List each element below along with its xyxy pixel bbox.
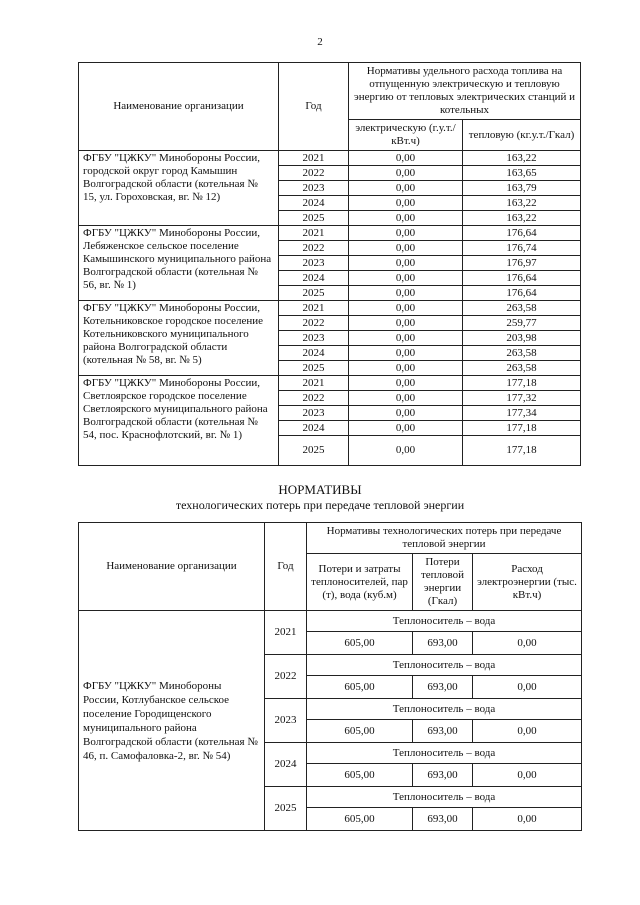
year-cell: 2023 <box>279 256 349 271</box>
col-header-heat-losses: Потери тепловой энергии (Гкал) <box>413 554 473 611</box>
electric-value: 0,00 <box>349 271 463 286</box>
electric-value: 0,00 <box>349 151 463 166</box>
heat-value: 176,64 <box>463 286 581 301</box>
year-cell: 2024 <box>279 421 349 436</box>
electric-value: 0,00 <box>349 391 463 406</box>
electric-value: 0,00 <box>349 286 463 301</box>
heat-losses-value: 693,00 <box>413 632 473 655</box>
year-cell: 2024 <box>279 271 349 286</box>
heat-value: 163,22 <box>463 196 581 211</box>
year-cell: 2021 <box>279 151 349 166</box>
col-header-heat: тепловую (кг.у.т./Гкал) <box>463 120 581 151</box>
year-cell: 2025 <box>279 211 349 226</box>
heat-value: 177,18 <box>463 421 581 436</box>
heat-value: 163,79 <box>463 181 581 196</box>
table-row <box>79 376 581 391</box>
year-cell: 2021 <box>279 376 349 391</box>
col-header-carrier-losses: Потери и затраты теплоносителей, пар (т), вода (куб.м) <box>307 554 413 611</box>
heat-value: 263,58 <box>463 346 581 361</box>
col-header-org-name: Наименование организации <box>79 63 279 151</box>
year-cell: 2024 <box>279 346 349 361</box>
electric-value: 0,00 <box>349 421 463 436</box>
year-cell: 2022 <box>279 316 349 331</box>
year-cell: 2023 <box>265 699 307 743</box>
electric-value: 0,00 <box>349 361 463 376</box>
carrier-losses-value: 605,00 <box>307 808 413 831</box>
power-value: 0,00 <box>473 720 582 743</box>
electric-value: 0,00 <box>349 256 463 271</box>
electric-value: 0,00 <box>349 406 463 421</box>
year-cell: 2022 <box>279 241 349 256</box>
heat-losses-value: 693,00 <box>413 764 473 787</box>
power-value: 0,00 <box>473 764 582 787</box>
heat-losses-value: 693,00 <box>413 720 473 743</box>
col-header-power-consumption: Расход электроэнергии (тыс. кВт.ч) <box>473 554 582 611</box>
year-cell: 2022 <box>265 655 307 699</box>
heat-value: 176,64 <box>463 271 581 286</box>
org-name-cell: ФГБУ "ЦЖКУ" Минобороны России, Светлоярское городское поселение Светлоярского муниципального района Волгоградской области (котельная № 54, пос. Краснофлотский, вг. № 1) <box>79 376 279 466</box>
table-row <box>79 151 581 166</box>
year-cell: 2024 <box>279 196 349 211</box>
heat-value: 163,22 <box>463 151 581 166</box>
year-cell: 2023 <box>279 331 349 346</box>
org-name-cell: ФГБУ "ЦЖКУ" Минобороны России, Котлубанское сельское поселение Городищенского муниципального района Волгоградской области (котельная № 46, п. Самофаловка-2, вг. № 54) <box>79 611 265 831</box>
year-cell: 2021 <box>265 611 307 655</box>
heat-value: 176,97 <box>463 256 581 271</box>
heat-value: 203,98 <box>463 331 581 346</box>
power-value: 0,00 <box>473 632 582 655</box>
heat-value: 163,22 <box>463 211 581 226</box>
col-header-year: Год <box>279 63 349 151</box>
carrier-losses-value: 605,00 <box>307 676 413 699</box>
col-header-fuel-norms: Нормативы удельного расхода топлива на отпущенную электрическую и тепловую энергию от тепловых электрических станций и котельных <box>349 63 581 120</box>
heat-value: 259,77 <box>463 316 581 331</box>
heat-value: 163,65 <box>463 166 581 181</box>
fuel-consumption-table <box>78 62 581 466</box>
heat-value: 176,74 <box>463 241 581 256</box>
org-name-cell: ФГБУ "ЦЖКУ" Минобороны России, Лебяженское сельское поселение Камышинского муниципального района Волгоградской области (котельная № 56, вг. № 1) <box>79 226 279 301</box>
electric-value: 0,00 <box>349 196 463 211</box>
carrier-losses-value: 605,00 <box>307 632 413 655</box>
col-header-year: Год <box>265 523 307 611</box>
electric-value: 0,00 <box>349 301 463 316</box>
electric-value: 0,00 <box>349 166 463 181</box>
year-cell: 2021 <box>279 301 349 316</box>
carrier-losses-value: 605,00 <box>307 720 413 743</box>
electric-value: 0,00 <box>349 376 463 391</box>
electric-value: 0,00 <box>349 316 463 331</box>
heat-value: 263,58 <box>463 361 581 376</box>
carrier-label: Теплоноситель – вода <box>307 699 582 720</box>
year-cell: 2023 <box>279 406 349 421</box>
carrier-label: Теплоноситель – вода <box>307 787 582 808</box>
page-number: 2 <box>317 36 323 48</box>
electric-value: 0,00 <box>349 436 463 466</box>
year-cell: 2023 <box>279 181 349 196</box>
year-cell: 2025 <box>279 361 349 376</box>
carrier-label: Теплоноситель – вода <box>307 743 582 764</box>
year-cell: 2021 <box>279 226 349 241</box>
heat-value: 177,18 <box>463 436 581 466</box>
heat-losses-table <box>78 522 582 831</box>
electric-value: 0,00 <box>349 181 463 196</box>
heat-value: 177,32 <box>463 391 581 406</box>
org-name-cell: ФГБУ "ЦЖКУ" Минобороны России, Котельниковское городское поселение Котельниковского муниципального района Волгоградской области (котельная № 58, вг. № 5) <box>79 301 279 376</box>
electric-value: 0,00 <box>349 241 463 256</box>
year-cell: 2022 <box>279 391 349 406</box>
table-row <box>79 226 581 241</box>
year-cell: 2022 <box>279 166 349 181</box>
table-row <box>79 301 581 316</box>
power-value: 0,00 <box>473 676 582 699</box>
carrier-label: Теплоноситель – вода <box>307 655 582 676</box>
power-value: 0,00 <box>473 808 582 831</box>
electric-value: 0,00 <box>349 331 463 346</box>
col-header-loss-norms: Нормативы технологических потерь при передаче тепловой энергии <box>307 523 582 554</box>
section-title: НОРМАТИВЫ <box>278 482 362 497</box>
table-row <box>79 611 582 632</box>
carrier-label: Теплоноситель – вода <box>307 611 582 632</box>
carrier-losses-value: 605,00 <box>307 764 413 787</box>
year-cell: 2024 <box>265 743 307 787</box>
heat-value: 263,58 <box>463 301 581 316</box>
heat-value: 176,64 <box>463 226 581 241</box>
section-subtitle: технологических потерь при передаче тепловой энергии <box>175 498 465 512</box>
heat-value: 177,18 <box>463 376 581 391</box>
year-cell: 2025 <box>265 787 307 831</box>
electric-value: 0,00 <box>349 346 463 361</box>
heat-losses-value: 693,00 <box>413 676 473 699</box>
year-cell: 2025 <box>279 286 349 301</box>
col-header-electric: электрическую (г.у.т./кВт.ч) <box>349 120 463 151</box>
heat-losses-value: 693,00 <box>413 808 473 831</box>
electric-value: 0,00 <box>349 211 463 226</box>
org-name-cell: ФГБУ "ЦЖКУ" Минобороны России, городской округ город Камышин Волгоградской области (котельная № 15, ул. Гороховская, вг. № 12) <box>79 151 279 226</box>
heat-value: 177,34 <box>463 406 581 421</box>
year-cell: 2025 <box>279 436 349 466</box>
col-header-org-name: Наименование организации <box>79 523 265 611</box>
electric-value: 0,00 <box>349 226 463 241</box>
